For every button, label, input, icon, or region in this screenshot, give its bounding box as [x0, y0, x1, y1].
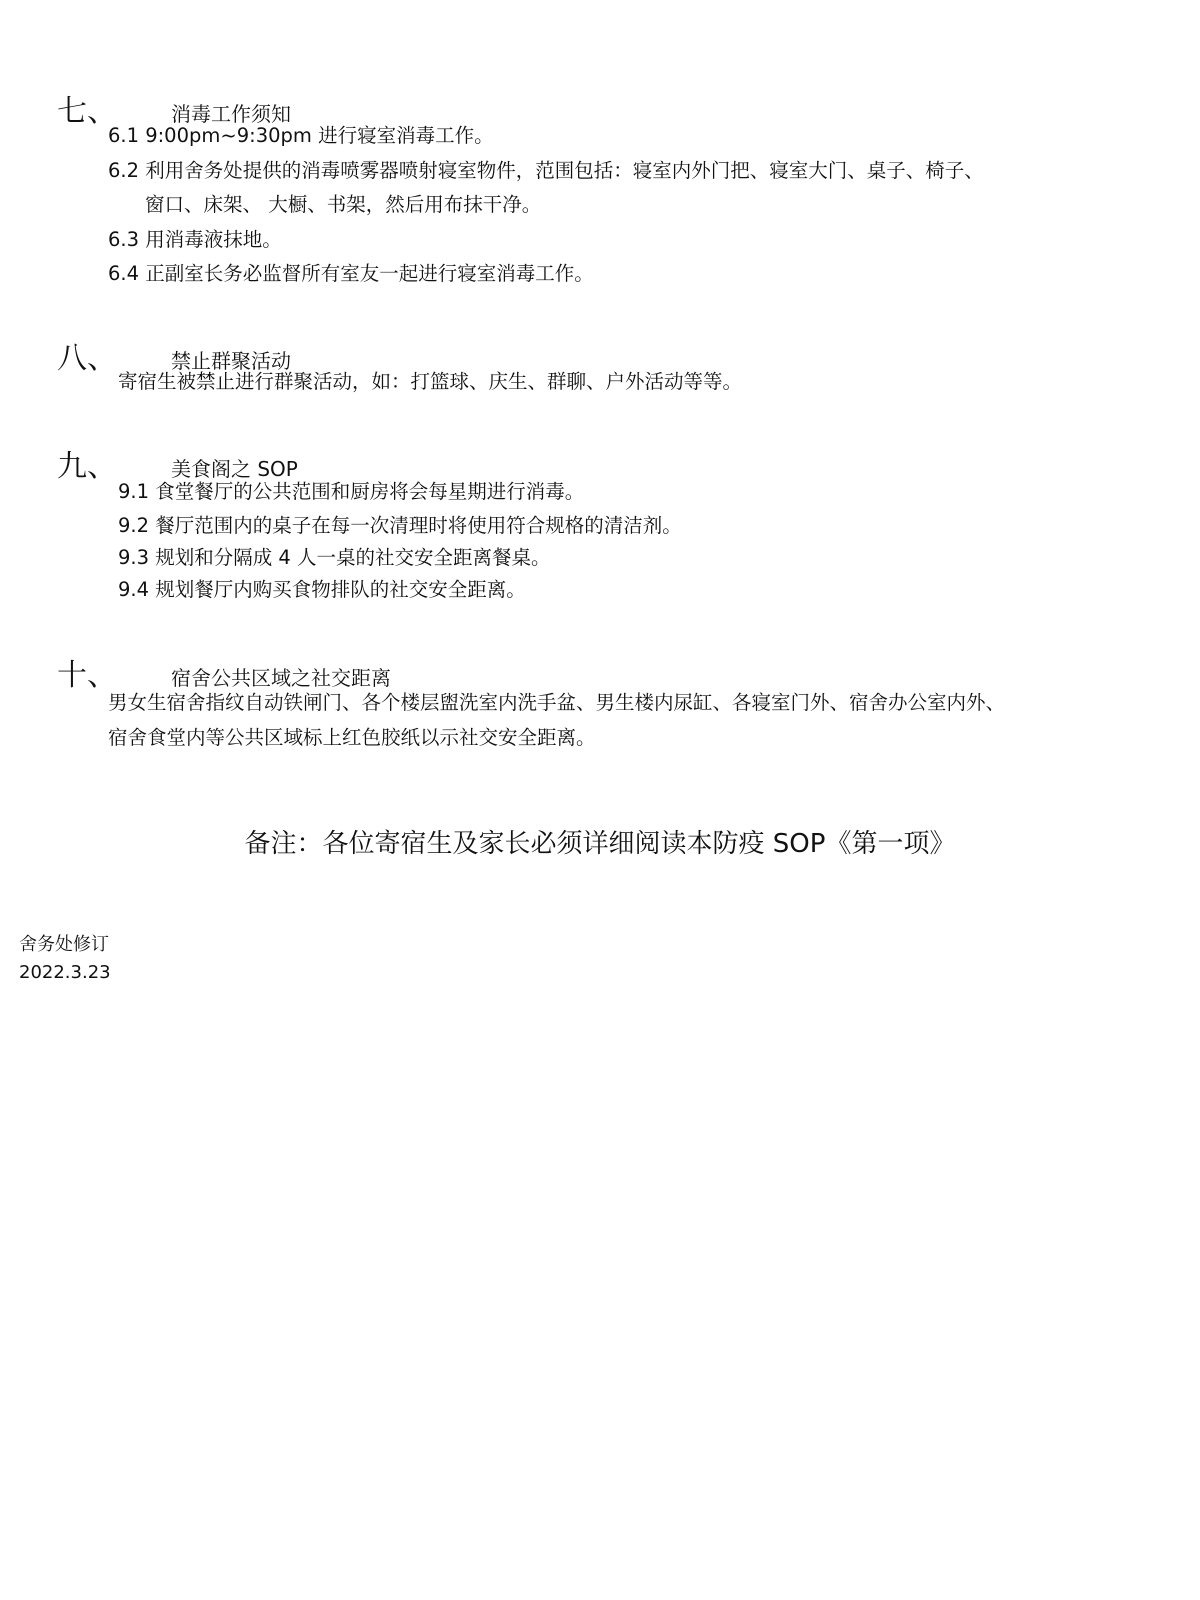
- section-9-heading: [57, 441, 298, 485]
- section-10-numeral: 十、: [57, 658, 117, 693]
- section-10-heading: [57, 650, 391, 694]
- section-7-item-6-1: 6.1 9:00pm~9:30pm 进行寝室消毒工作。: [108, 124, 494, 147]
- section-7-item-6-4: 6.4 正副室长务必监督所有室友一起进行寝室消毒工作。: [108, 262, 594, 285]
- section-7-item-6-2-cont: 窗口、床架、 大橱、书架，然后用布抹干净。: [145, 193, 542, 216]
- section-9-item-9-1: 9.1 食堂餐厅的公共范围和厨房将会每星期进行消毒。: [118, 480, 585, 503]
- remark-note: 备注：各位寄宿生及家长必须详细阅读本防疫 SOP《第一项》: [244, 829, 956, 859]
- section-9-item-9-3: 9.3 规划和分隔成 4 人一桌的社交安全距离餐桌。: [118, 546, 551, 569]
- section-9-item-9-4: 9.4 规划餐厅内购买食物排队的社交安全距离。: [118, 578, 526, 601]
- section-8-numeral: 八、: [57, 341, 117, 376]
- revision-author: 舍务处修订: [19, 934, 109, 955]
- section-9-title: 美食阁之 SOP: [171, 457, 298, 481]
- section-7-title: 消毒工作须知: [171, 102, 291, 126]
- section-10-title: 宿舍公共区域之社交距离: [171, 666, 391, 690]
- section-10-text-line-2: 宿舍食堂内等公共区域标上红色胶纸以示社交安全距离。: [108, 726, 596, 749]
- section-10-text-line-1: 男女生宿舍指纹自动铁闸门、各个楼层盥洗室内洗手盆、男生楼内尿缸、各寝室门外、宿舍办公室内外、: [108, 691, 1006, 714]
- section-7-item-6-3: 6.3 用消毒液抹地。: [108, 228, 282, 251]
- section-7-item-6-2: 6.2 利用舍务处提供的消毒喷雾器喷射寝室物件，范围包括：寝室内外门把、寝室大门、桌子、椅子、: [108, 159, 984, 182]
- section-7-numeral: 七、: [57, 94, 117, 129]
- section-8-title: 禁止群聚活动: [171, 349, 291, 373]
- section-8-text: 寄宿生被禁止进行群聚活动，如：打篮球、庆生、群聊、户外活动等等。: [118, 370, 743, 393]
- revision-date: 2022.3.23: [19, 962, 111, 983]
- section-9-item-9-2: 9.2 餐厅范围内的桌子在每一次清理时将使用符合规格的清洁剂。: [118, 514, 682, 537]
- section-9-numeral: 九、: [57, 449, 117, 484]
